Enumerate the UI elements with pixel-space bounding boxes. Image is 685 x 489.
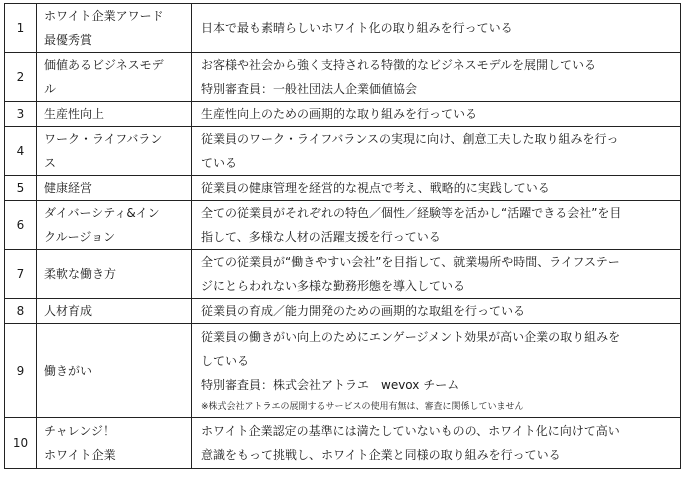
description-line: 従業員の育成／能力開発のための画期的な取組を行っている xyxy=(201,304,526,318)
description-line: 従業員の健康管理を経営的な視点で考え、戦略的に実践している xyxy=(201,181,550,195)
description-line: 特別審査員：一般社団法人企業価値協会 xyxy=(201,82,418,96)
award-name-line: ワーク・ライフバラン xyxy=(44,132,163,146)
table-row xyxy=(5,299,681,324)
table-row xyxy=(5,53,681,102)
award-name xyxy=(37,299,192,324)
description-line: お客様や社会から強く支持される特徴的なビジネスモデルを展開している xyxy=(201,58,597,72)
awards-table xyxy=(4,3,681,469)
description-line: 従業員のワーク・ライフバランスの実現に向け、創意工夫した取り組みを行っ xyxy=(201,132,619,146)
award-name xyxy=(37,418,192,469)
award-description xyxy=(192,102,681,127)
description-line: 全ての従業員が“働きやすい会社”を目指して、就業場所や時間、ライフステー xyxy=(201,255,620,269)
description-line: 生産性向上のための画期的な取り組みを行っている xyxy=(201,107,478,121)
award-name-line: 価値あるビジネスモデ xyxy=(44,58,164,72)
award-description xyxy=(192,201,681,250)
award-name-line: 人材育成 xyxy=(44,304,93,318)
row-number: 5 xyxy=(5,176,37,201)
description-line: 特別審査員：株式会社アトラエ wevox チーム xyxy=(201,377,460,392)
table-row xyxy=(5,102,681,127)
award-name xyxy=(37,102,192,127)
award-name xyxy=(37,127,192,176)
award-name xyxy=(37,250,192,299)
award-name-line: 健康経営 xyxy=(44,181,93,195)
row-number: 6 xyxy=(5,201,37,250)
award-name xyxy=(37,201,192,250)
award-name-line: チャレンジ！ xyxy=(44,424,116,438)
description-line: 従業員の働きがい向上のためにエンゲージメント効果が高い企業の取り組みを xyxy=(201,329,621,344)
award-name xyxy=(37,324,192,418)
description-line: 全ての従業員がそれぞれの特色／個性／経験等を活かし“活躍できる会社”を目 xyxy=(201,206,622,220)
award-description xyxy=(192,4,681,53)
row-number: 2 xyxy=(5,53,37,102)
row-number: 8 xyxy=(5,299,37,324)
table-row xyxy=(5,250,681,299)
award-name xyxy=(37,53,192,102)
row-number: 3 xyxy=(5,102,37,127)
row-number: 1 xyxy=(5,4,37,53)
description-line: ている xyxy=(201,156,238,170)
award-name-line: ス xyxy=(44,156,57,170)
award-description xyxy=(192,418,681,469)
description-line: ジにとらわれない多様な勤務形態を導入している xyxy=(201,279,466,293)
table-row xyxy=(5,418,681,469)
description-note: ※株式会社アトラエの展開するサービスの使用有無は、審査に関係していません xyxy=(201,401,524,412)
row-number: 4 xyxy=(5,127,37,176)
description-line: 指して、多様な人材の活躍支援を行っている xyxy=(201,230,441,244)
description-line: ホワイト企業認定の基準には満たしていないものの、ホワイト化に向けて高い xyxy=(201,424,620,438)
description-line: 意識をもって挑戦し、ホワイト企業と同様の取り組みを行っている xyxy=(201,448,561,462)
award-name xyxy=(37,4,192,53)
award-name-line: ホワイト企業アワード xyxy=(44,9,164,23)
award-description xyxy=(192,250,681,299)
row-number: 7 xyxy=(5,250,37,299)
row-number: 9 xyxy=(5,324,37,418)
table-row xyxy=(5,176,681,201)
award-name-line: クルージョン xyxy=(44,230,116,244)
award-name-line: ル xyxy=(44,82,57,96)
award-description xyxy=(192,324,681,418)
table-row xyxy=(5,324,681,418)
table-row xyxy=(5,127,681,176)
award-name-line: ホワイト企業 xyxy=(44,448,116,462)
table-row xyxy=(5,201,681,250)
award-name-line: 柔軟な働き方 xyxy=(44,267,117,281)
award-name-line: ダイバーシティ&イン xyxy=(44,206,160,220)
award-name-line: 働きがい xyxy=(44,363,93,378)
description-line: している xyxy=(201,353,250,368)
award-name-line: 最優秀賞 xyxy=(44,33,93,47)
row-number: 10 xyxy=(5,418,37,469)
award-name-line: 生産性向上 xyxy=(44,107,105,121)
description-line: 日本で最も素晴らしいホワイト化の取り組みを行っている xyxy=(201,21,513,35)
award-description xyxy=(192,176,681,201)
award-name xyxy=(37,176,192,201)
table-row xyxy=(5,4,681,53)
award-description xyxy=(192,299,681,324)
award-description xyxy=(192,53,681,102)
award-description xyxy=(192,127,681,176)
